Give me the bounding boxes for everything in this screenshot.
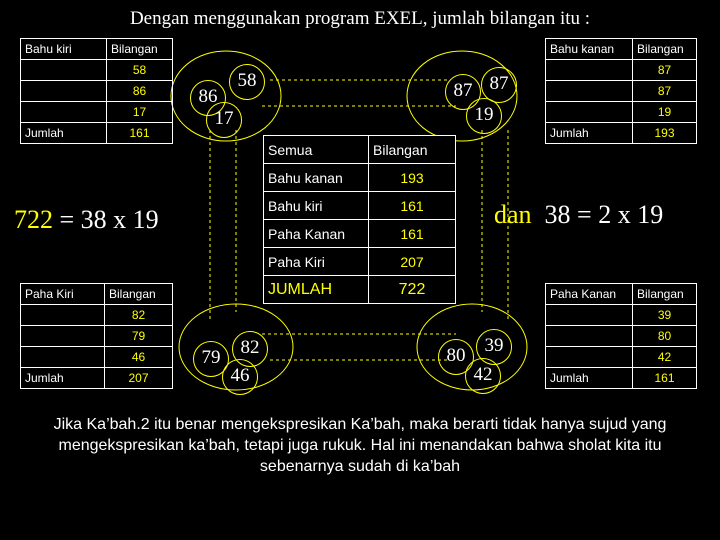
table-row-label: Bahu kiri — [264, 192, 369, 220]
equation-left-text: = 38 x 19 — [53, 205, 159, 234]
table-row-label: Bahu kanan — [264, 164, 369, 192]
table-header: Bahu kanan — [546, 39, 633, 60]
table-cell: 58 — [107, 60, 173, 81]
table-paha-kiri — [20, 283, 173, 389]
table-row-label: Paha Kanan — [264, 220, 369, 248]
table-header: Bilangan — [633, 284, 697, 305]
number-circle: 80 — [438, 339, 474, 375]
number-circle: 79 — [193, 341, 229, 377]
table-paha-kanan — [545, 283, 697, 389]
table-cell: 193 — [369, 164, 456, 192]
number-circle: 86 — [190, 80, 226, 116]
table-cell: 39 — [633, 305, 697, 326]
number-circle: 42 — [465, 358, 501, 394]
table-bahu-kiri — [20, 38, 173, 144]
number-circle: 46 — [222, 359, 258, 395]
number-circle: 19 — [466, 98, 502, 134]
table-header: Bilangan — [105, 284, 173, 305]
table-cell: 82 — [105, 305, 173, 326]
table-header: Bilangan — [107, 39, 173, 60]
table-cell: 87 — [633, 60, 697, 81]
table-total-label: Jumlah — [546, 123, 633, 144]
table-cell: 17 — [107, 102, 173, 123]
equation-right — [494, 200, 663, 230]
table-row-label: Paha Kiri — [264, 248, 369, 276]
table-cell: 86 — [107, 81, 173, 102]
table-cell: 161 — [369, 192, 456, 220]
table-cell: 42 — [633, 347, 697, 368]
table-semua — [263, 135, 456, 304]
table-header: Semua — [264, 136, 369, 164]
table-cell: 79 — [105, 326, 173, 347]
number-circle: 39 — [476, 329, 512, 365]
table-cell: 46 — [105, 347, 173, 368]
equation-right-text: 38 = 2 x 19 — [531, 200, 664, 229]
table-total: 207 — [105, 368, 173, 389]
table-total: 193 — [633, 123, 697, 144]
table-cell: 207 — [369, 248, 456, 276]
explanation-paragraph: Jika Ka’bah.2 itu benar mengekspresikan Ka’bah, maka berarti tidak hanya sujud yang mengekspresikan ka’bah, tetapi juga rukuk. Hal ini menandakan bahwa sholat kita itu sebenarnya sudah di ka’bah — [53, 416, 667, 475]
number-circle: 87 — [445, 74, 481, 110]
table-header: Paha Kiri — [21, 284, 105, 305]
table-header: Bilangan — [633, 39, 697, 60]
table-cell: 87 — [633, 81, 697, 102]
equation-left-highlight: 722 — [14, 205, 53, 234]
table-total: 161 — [107, 123, 173, 144]
table-header: Paha Kanan — [546, 284, 633, 305]
number-circle: 17 — [206, 102, 242, 138]
table-total-label: Jumlah — [21, 123, 107, 144]
table-total-label: JUMLAH — [264, 276, 369, 304]
page-title: Dengan menggunakan program EXEL, jumlah bilangan itu : — [129, 8, 591, 29]
table-cell: 80 — [633, 326, 697, 347]
table-total-label: Jumlah — [546, 368, 633, 389]
number-circle: 58 — [229, 64, 265, 100]
table-header: Bahu kiri — [21, 39, 107, 60]
table-cell: 161 — [369, 220, 456, 248]
number-circle: 87 — [481, 67, 517, 103]
number-circle: 82 — [232, 331, 268, 367]
equation-left — [14, 205, 159, 235]
table-cell: 19 — [633, 102, 697, 123]
table-total: 722 — [369, 276, 456, 304]
table-total-label: Jumlah — [21, 368, 105, 389]
table-header: Bilangan — [369, 136, 456, 164]
equation-right-highlight: dan — [494, 200, 532, 229]
table-bahu-kanan — [545, 38, 697, 144]
table-total: 161 — [633, 368, 697, 389]
